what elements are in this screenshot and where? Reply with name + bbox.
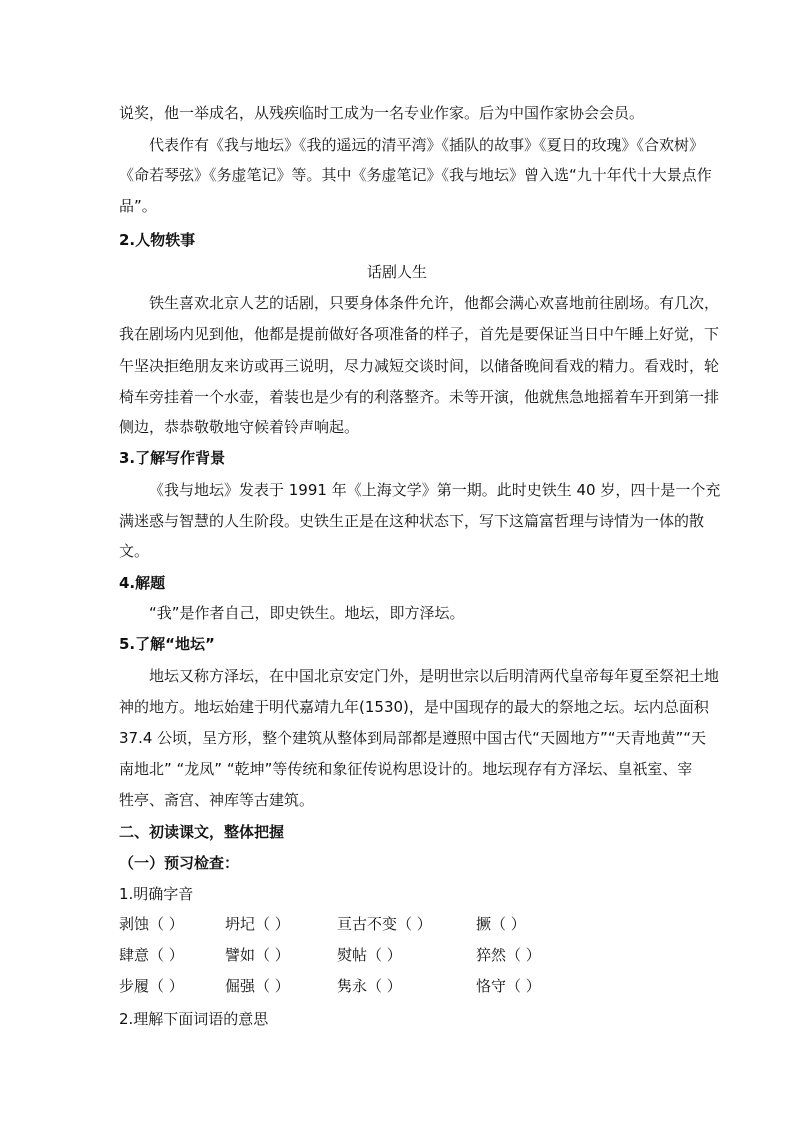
pinyin-item: 剥蚀（ ） xyxy=(119,915,184,933)
section-heading: 二、初读课文，整体把握 xyxy=(119,823,285,841)
paragraph-line: 满迷惑与智慧的人生阶段。史铁生正是在这种状态下，写下这篇富哲理与诗情为一体的散 xyxy=(119,512,705,530)
paragraph-line: 37.4 公顷，呈方形，整个建筑从整体到局部都是遵照中国古代“天圆地方”“天青地黄”“天 xyxy=(119,729,707,747)
paragraph-line: 牲亭、斋宫、神库等古建筑。 xyxy=(119,791,315,809)
subsection-heading: 2.理解下面词语的意思 xyxy=(119,1010,269,1028)
subsection-heading: 1.明确字音 xyxy=(119,885,194,903)
paragraph-line: 椅车旁挂着一个水壶，着装也是少有的利落整齐。未等开演，他就焦急地摇着车开到第一排 xyxy=(119,388,720,406)
paragraph-line: 午坚决拒绝朋友来访或再三说明，尽力减短交谈时间，以储备晚间看戏的精力。看戏时，轮 xyxy=(119,357,720,375)
pinyin-item: 猝然（ ） xyxy=(476,946,541,964)
pinyin-item: 步履（ ） xyxy=(119,977,184,995)
paragraph-line: 神的地方。地坛始建于明代嘉靖九年(1530)，是中国现存的最大的祭地之坛。坛内总面积 xyxy=(119,698,709,716)
paragraph-line: “我”是作者自己，即史铁生。地坛，即方泽坛。 xyxy=(149,604,465,622)
section-heading: 5.了解“地坛” xyxy=(119,635,215,653)
story-title: 话剧人生 xyxy=(366,263,427,281)
paragraph-line: 品”。 xyxy=(119,197,157,215)
paragraph-line: 铁生喜欢北京人艺的话剧，只要身体条件允许，他都会满心欢喜地前往剧场。有几次， xyxy=(149,294,720,312)
pinyin-item: 坍圮（ ） xyxy=(225,915,290,933)
paragraph-line: 《命若琴弦》《务虚笔记》等。其中《务虚笔记》《我与地坛》曾入选“九十年代十大景点作 xyxy=(119,166,712,184)
pinyin-item: 亘古不变（ ） xyxy=(337,915,432,933)
section-heading: 3.了解写作背景 xyxy=(119,449,226,467)
paragraph-line: 《我与地坛》发表于 1991 年《上海文学》第一期。此时史铁生 40 岁，四十是一个充 xyxy=(149,481,721,499)
pinyin-item: 恪守（ ） xyxy=(476,977,541,995)
paragraph-line: 文。 xyxy=(119,542,150,560)
paragraph-line: 代表作有《我与地坛》《我的遥远的清平湾》《插队的故事》《夏日的玫瑰》《合欢树》 xyxy=(149,136,705,154)
pinyin-item: 譬如（ ） xyxy=(225,946,290,964)
pinyin-item: 倔强（ ） xyxy=(225,977,290,995)
pinyin-item: 撅（ ） xyxy=(476,915,526,933)
paragraph-line: 地坛又称方泽坛，在中国北京安定门外，是明世宗以后明清两代皇帝每年夏至祭祀土地 xyxy=(149,667,720,685)
pinyin-item: 肆意（ ） xyxy=(119,946,184,964)
pinyin-item: 熨帖（ ） xyxy=(337,946,402,964)
paragraph-line: 侧边，恭恭敬敬地守候着铃声响起。 xyxy=(119,418,360,436)
section-heading: 4.解题 xyxy=(119,574,166,592)
pinyin-item: 隽永（ ） xyxy=(337,977,402,995)
paragraph-line: 说奖，他一举成名，从残疾临时工成为一名专业作家。后为中国作家协会会员。 xyxy=(119,104,645,122)
paragraph-line: 我在剧场内见到他，他都是提前做好各项准备的样子，首先是要保证当日中午睡上好觉，下 xyxy=(119,325,720,343)
paragraph-line: 南地北” “龙凤” “乾坤”等传统和象征传说构思设计的。地坛现存有方泽坛、皇祇室、宰 xyxy=(119,760,693,778)
section-heading: 2.人物轶事 xyxy=(119,231,196,249)
subsection-heading: （一）预习检查： xyxy=(119,854,240,872)
